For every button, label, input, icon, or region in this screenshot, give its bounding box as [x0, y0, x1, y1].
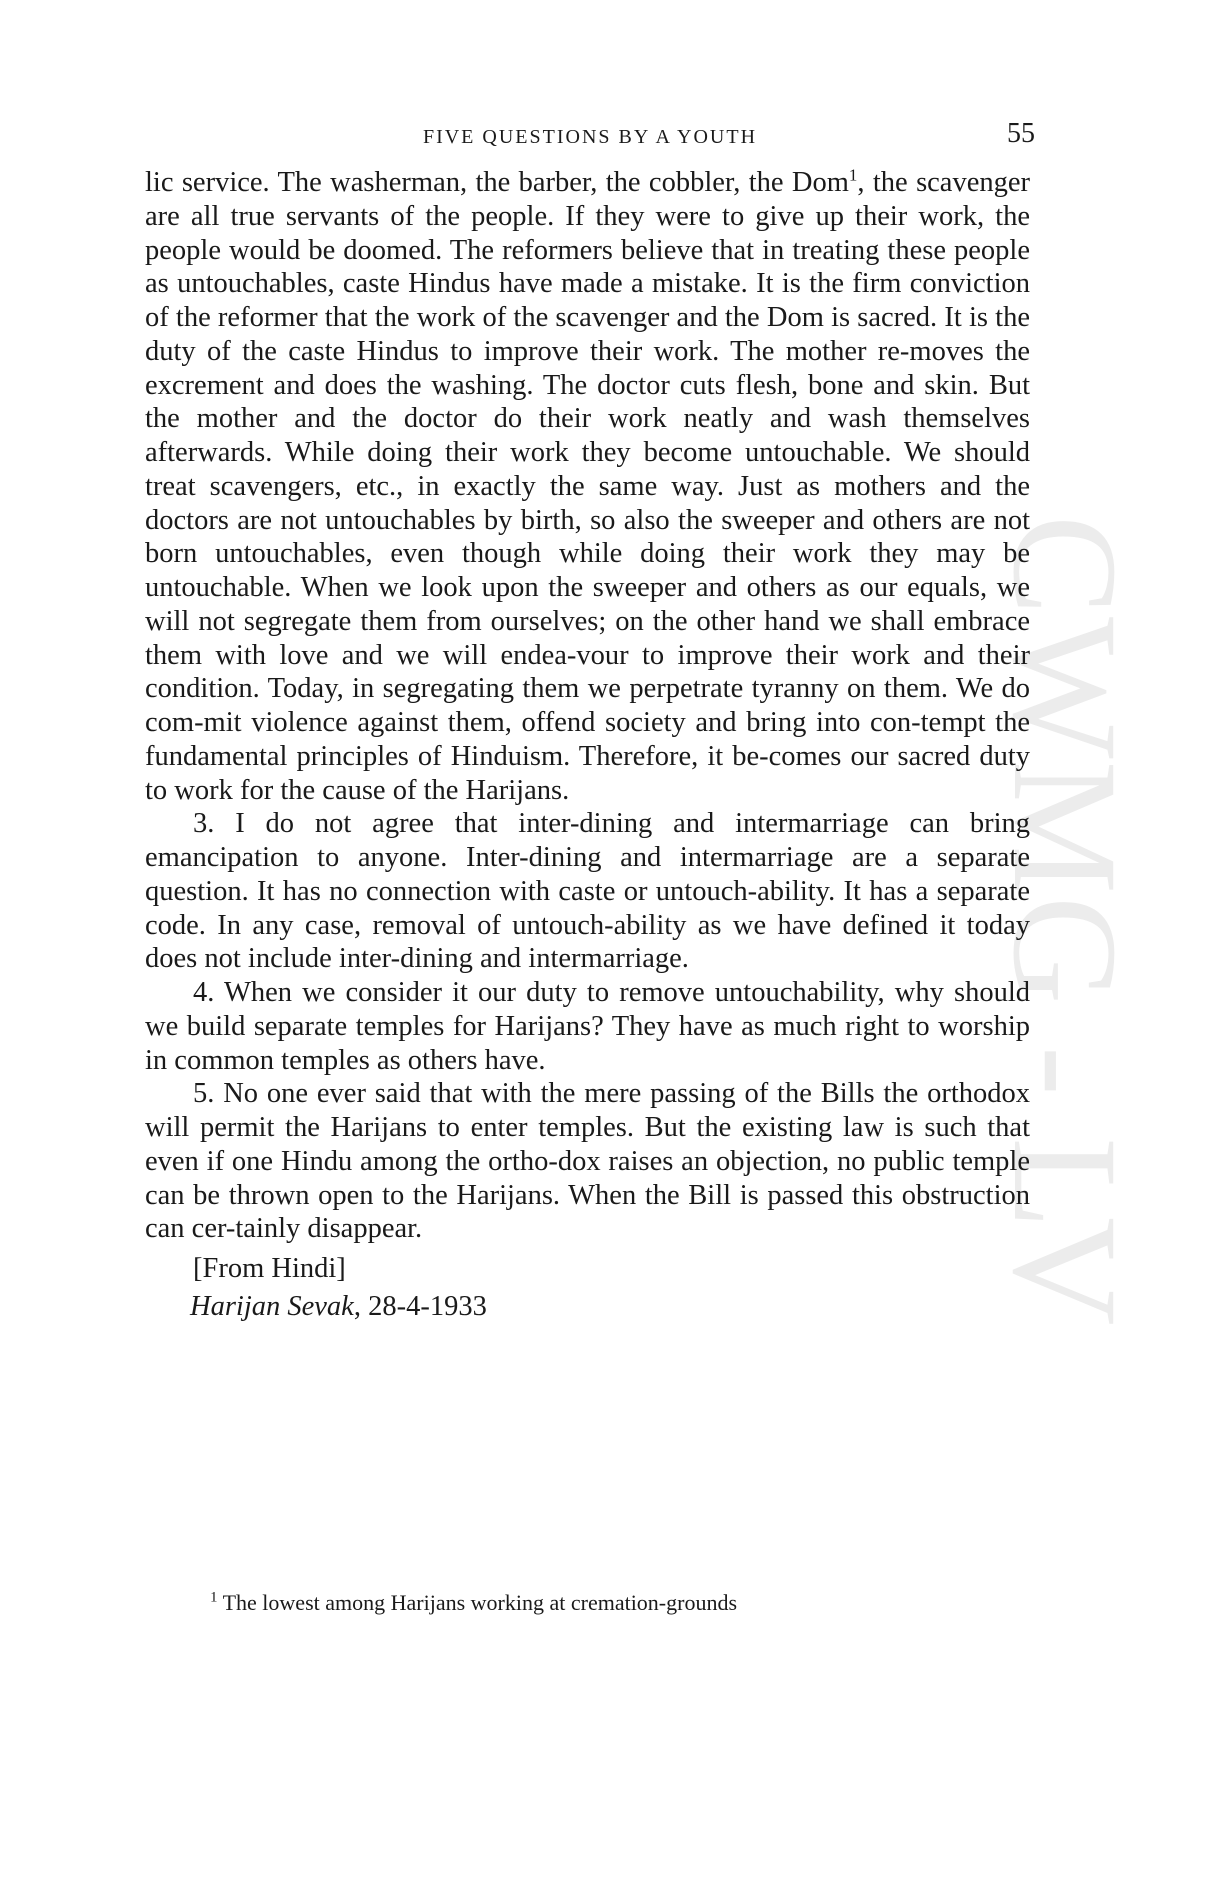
source-citation — [145, 1290, 1030, 1324]
paragraph-2: 3. I do not agree that inter-dining and intermarriage can bring emancipation to anyone. Inter-dining and intermarriage are a separate question. It has no connection with caste or untouch-ability. It has a separate code. In any case, removal of untouch-ability as we have defined it today does not include inter-dining and intermarriage. — [145, 808, 1030, 975]
paragraph-1-part-b: , the scavenger are all true servants of the people. If they were to give up their work, the people would be doomed. The reformers believe that in treating these people as untouchables, caste Hindus have made a mistake. It is the firm conviction of the reformer that the work of the scavenger and the Dom is sacred. It is the duty of the caste Hindus to improve their work. The mother re-moves the excrement and does the washing. The doctor cuts flesh, bone and skin. But the mother and the doctor do their work neatly and wash themselves afterwards. While doing their work they become untouchable. We should treat scavengers, etc., in exactly the same way. Just as mothers and the doctors are not untouchables by birth, so also the sweeper and others are not born untouchables, even though while doing their work they may be untouchable. When we look upon the sweeper and others as our equals, we will not segregate them from ourselves; on the other hand we shall embrace them with love and we will endea-vour to improve their work and their condition. Today, in segregating them we perpetrate tyranny on them. We do com-mit violence against them, offend society and bring into con-tempt the fundamental principles of Hinduism. Therefore, it be-comes our sacred duty to work for the cause of the Harijans. — [145, 167, 1030, 806]
page-header — [145, 118, 1035, 158]
paragraph-1-part-a: lic service. The washerman, the barber, the cobbler, the Dom — [145, 167, 849, 198]
paragraph-4: 5. No one ever said that with the mere passing of the Bills the orthodox will permit the Harijans to enter temples. But the existing law is such that even if one Hindu among the ortho-dox raises an objection, no public temple can be thrown open to the Harijans. When the Bill is passed this obstruction can cer-tainly disappear. — [145, 1078, 1030, 1245]
footnote-marker: 1 — [848, 165, 858, 185]
citation-date: , 28-4-1933 — [353, 1290, 487, 1322]
source-note: [From Hindi] — [193, 1253, 346, 1284]
body-text — [145, 166, 1030, 1324]
paragraph-3: 4. When we consider it our duty to remove untouchability, why should we build separate temples for Harijans? They have as much right to worship in common temples as others have. — [145, 977, 1030, 1076]
footnote-number: 1 — [210, 1589, 218, 1606]
citation-title: Harijan Sevak — [190, 1290, 354, 1322]
footnote — [210, 1590, 737, 1616]
footnote-text: The lowest among Harijans working at cremation-grounds — [217, 1590, 738, 1615]
watermark-text: CWMG - LV — [982, 515, 1148, 1328]
page-number: 55 — [1007, 118, 1035, 149]
running-title: FIVE QUESTIONS BY A YOUTH — [422, 126, 758, 148]
paragraph-1 — [145, 166, 1030, 807]
